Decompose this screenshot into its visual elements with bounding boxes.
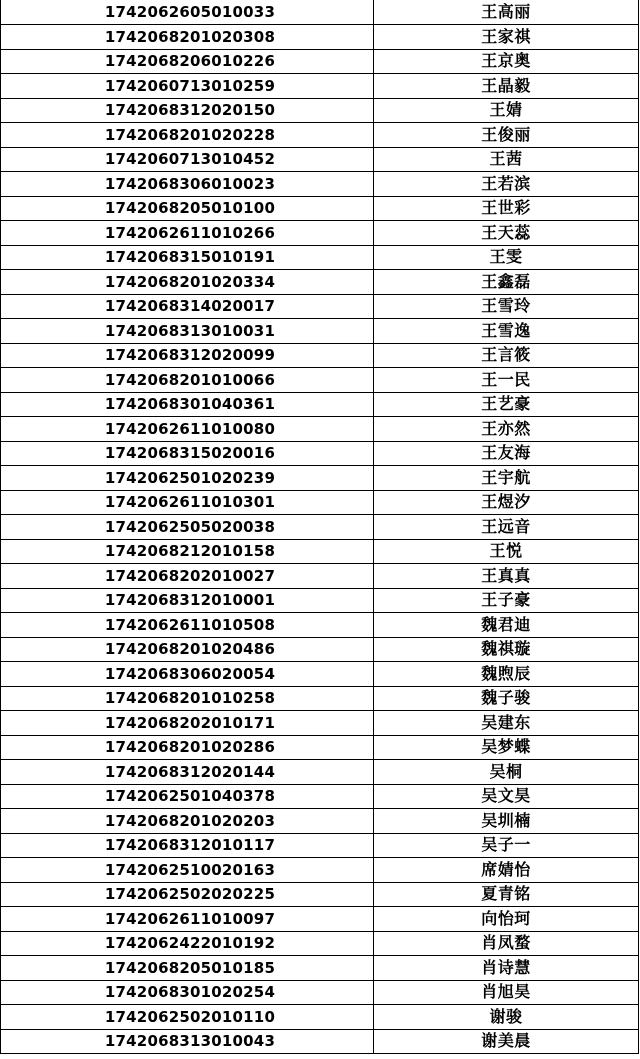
- student-name-cell: 王言筱: [374, 343, 639, 368]
- table-row: [1, 368, 639, 393]
- student-name-cell: 席婧怡: [374, 858, 639, 883]
- table-row: [1, 1005, 639, 1030]
- student-name-cell: 王天蕊: [374, 221, 639, 246]
- table-row: [1, 711, 639, 736]
- student-name-cell: 王雪逸: [374, 319, 639, 344]
- student-id-cell: 1742068206010226: [1, 49, 374, 74]
- student-name-cell: 王一民: [374, 368, 639, 393]
- student-id-cell: 1742062502010110: [1, 1005, 374, 1030]
- student-name-cell: 魏子骏: [374, 686, 639, 711]
- student-id-cell: 1742062611010266: [1, 221, 374, 246]
- table-row: [1, 686, 639, 711]
- table-row: [1, 25, 639, 50]
- table-row: [1, 319, 639, 344]
- table-row: [1, 760, 639, 785]
- table-row: [1, 245, 639, 270]
- student-id-cell: 1742068201020308: [1, 25, 374, 50]
- student-id-cell: 1742068301040361: [1, 392, 374, 417]
- student-id-cell: 1742068312020144: [1, 760, 374, 785]
- student-id-cell: 1742062605010033: [1, 0, 374, 25]
- table-row: [1, 784, 639, 809]
- student-name-cell: 王艺豪: [374, 392, 639, 417]
- student-name-cell: 王雪玲: [374, 294, 639, 319]
- student-name-cell: 王晶毅: [374, 74, 639, 99]
- student-name-cell: 吴圳楠: [374, 809, 639, 834]
- student-id-cell: 1742068201020228: [1, 123, 374, 148]
- table-row: [1, 392, 639, 417]
- student-name-cell: 王亦然: [374, 417, 639, 442]
- student-id-cell: 1742068202010027: [1, 564, 374, 589]
- student-name-cell: 王俊丽: [374, 123, 639, 148]
- student-id-cell: 1742062611010080: [1, 417, 374, 442]
- table-row: [1, 147, 639, 172]
- roster-table-body: [1, 0, 639, 1054]
- table-row: [1, 49, 639, 74]
- table-row: [1, 196, 639, 221]
- student-id-cell: 1742068201020286: [1, 735, 374, 760]
- table-row: [1, 294, 639, 319]
- student-name-cell: 肖凤蝥: [374, 931, 639, 956]
- table-row: [1, 662, 639, 687]
- table-row: [1, 466, 639, 491]
- student-name-cell: 吴桐: [374, 760, 639, 785]
- table-row: [1, 858, 639, 883]
- table-row: [1, 74, 639, 99]
- student-id-cell: 1742062611010301: [1, 490, 374, 515]
- student-id-cell: 1742068201010258: [1, 686, 374, 711]
- student-name-cell: 谢美晨: [374, 1029, 639, 1054]
- student-id-cell: 1742062505020038: [1, 515, 374, 540]
- table-row: [1, 123, 639, 148]
- student-id-cell: 1742068301020254: [1, 980, 374, 1005]
- table-row: [1, 0, 639, 25]
- student-name-cell: 王宇航: [374, 466, 639, 491]
- table-row: [1, 956, 639, 981]
- student-id-cell: 1742062502020225: [1, 882, 374, 907]
- table-row: [1, 441, 639, 466]
- table-row: [1, 98, 639, 123]
- table-row: [1, 539, 639, 564]
- student-id-cell: 1742068313010031: [1, 319, 374, 344]
- student-id-cell: 1742068201010066: [1, 368, 374, 393]
- student-id-cell: 1742068312020099: [1, 343, 374, 368]
- student-name-cell: 王高丽: [374, 0, 639, 25]
- student-id-cell: 1742062422010192: [1, 931, 374, 956]
- student-name-cell: 王真真: [374, 564, 639, 589]
- student-name-cell: 魏煦辰: [374, 662, 639, 687]
- table-row: [1, 613, 639, 638]
- table-row: [1, 588, 639, 613]
- student-name-cell: 王婧: [374, 98, 639, 123]
- table-row: [1, 833, 639, 858]
- table-row: [1, 809, 639, 834]
- student-id-cell: 1742068212010158: [1, 539, 374, 564]
- student-id-cell: 1742062611010508: [1, 613, 374, 638]
- student-id-cell: 1742060713010259: [1, 74, 374, 99]
- table-row: [1, 343, 639, 368]
- student-name-cell: 夏青铭: [374, 882, 639, 907]
- student-name-cell: 吴文昊: [374, 784, 639, 809]
- student-id-cell: 1742068315020016: [1, 441, 374, 466]
- student-name-cell: 王京奥: [374, 49, 639, 74]
- student-id-cell: 1742068201020334: [1, 270, 374, 295]
- student-name-cell: 王煜汐: [374, 490, 639, 515]
- student-name-cell: 谢骏: [374, 1005, 639, 1030]
- table-row: [1, 172, 639, 197]
- student-name-cell: 王悦: [374, 539, 639, 564]
- student-name-cell: 王家祺: [374, 25, 639, 50]
- student-name-cell: 王友海: [374, 441, 639, 466]
- student-name-cell: 王远音: [374, 515, 639, 540]
- table-row: [1, 1029, 639, 1054]
- student-name-cell: 肖旭昊: [374, 980, 639, 1005]
- student-name-cell: 魏祺璇: [374, 637, 639, 662]
- table-row: [1, 882, 639, 907]
- student-name-cell: 吴梦蝶: [374, 735, 639, 760]
- student-id-cell: 1742068201020203: [1, 809, 374, 834]
- table-row: [1, 515, 639, 540]
- table-row: [1, 564, 639, 589]
- student-name-cell: 王子豪: [374, 588, 639, 613]
- student-id-cell: 1742060713010452: [1, 147, 374, 172]
- student-id-cell: 1742068202010171: [1, 711, 374, 736]
- student-id-cell: 1742068306010023: [1, 172, 374, 197]
- student-name-cell: 吴子一: [374, 833, 639, 858]
- student-name-cell: 王世彩: [374, 196, 639, 221]
- student-name-cell: 王若滨: [374, 172, 639, 197]
- student-id-cell: 1742068205010185: [1, 956, 374, 981]
- student-name-cell: 王茜: [374, 147, 639, 172]
- table-row: [1, 931, 639, 956]
- student-id-cell: 1742068312010117: [1, 833, 374, 858]
- table-row: [1, 490, 639, 515]
- table-row: [1, 637, 639, 662]
- student-id-cell: 1742068314020017: [1, 294, 374, 319]
- student-name-cell: 吴建东: [374, 711, 639, 736]
- student-name-cell: 魏君迪: [374, 613, 639, 638]
- student-id-cell: 1742068205010100: [1, 196, 374, 221]
- student-id-cell: 1742062501040378: [1, 784, 374, 809]
- student-id-cell: 1742068201020486: [1, 637, 374, 662]
- table-row: [1, 980, 639, 1005]
- student-id-cell: 1742068312020150: [1, 98, 374, 123]
- table-row: [1, 907, 639, 932]
- table-row: [1, 417, 639, 442]
- student-name-cell: 王鑫磊: [374, 270, 639, 295]
- student-id-cell: 1742068312010001: [1, 588, 374, 613]
- student-name-cell: 王雯: [374, 245, 639, 270]
- student-name-cell: 向怡珂: [374, 907, 639, 932]
- student-id-cell: 1742062611010097: [1, 907, 374, 932]
- student-id-cell: 1742062510020163: [1, 858, 374, 883]
- table-row: [1, 221, 639, 246]
- table-row: [1, 270, 639, 295]
- student-id-cell: 1742062501020239: [1, 466, 374, 491]
- table-row: [1, 735, 639, 760]
- student-id-cell: 1742068306020054: [1, 662, 374, 687]
- student-id-cell: 1742068313010043: [1, 1029, 374, 1054]
- student-name-cell: 肖诗慧: [374, 956, 639, 981]
- student-id-cell: 1742068315010191: [1, 245, 374, 270]
